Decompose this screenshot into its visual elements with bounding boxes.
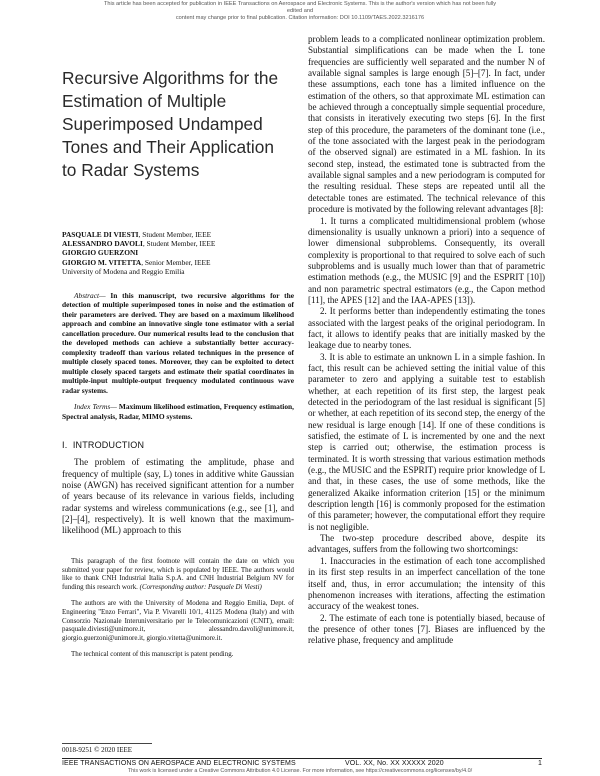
shortcoming-2: 2. The estimate of each tone is potentially biased, because of the presence of other tones [7]. Biases are influenced by the relative phase, frequency and amplitude [308,612,545,646]
title-line-4: Tones and Their Application [62,137,274,157]
abstract-label: Abstract— [74,291,106,301]
page-number: 1 [538,760,542,767]
right-column [308,34,545,647]
section-heading [62,440,294,450]
abstract-text: In this manuscript, two recursive algorithms for the detection of multiple superimposed tones in noise and the estimation of their parameters are derived. They are based on a maximum likelihood approach and combine an innovative single tone estimator with a serial cancellation procedure. Our numerical results lead to the conclusion that the developed methods can achieve a substantially better accuracy-complexity tradeoff than various related techniques in the presence of multiple closely spaced tones. Moreover, they can be exploited to detect multiple closely spaced targets and estimate their spatial coordinates in multiple-input multiple-output frequency modulated continuous wave radar systems. [62,291,294,395]
advantage-1: 1. It turns a complicated multidimensional problem (whose dimensionality is usually unknown a priori) into a sequence of lower dimensional subproblems. Consequently, its overall complexity is proportional to that required to solve each of such subproblems and is usually much lower than that of parametric estimation methods (e.g., the MUSIC [9] and the ESPRIT [10]) and non parametric spectral estimators (e.g., the Capon method [11], the APES [12] and the IAA-APES [13]). [308,215,545,305]
author-name: GIORGIO GUERZONI [62,248,139,258]
author-name: PASQUALE DI VIESTI [62,230,139,239]
author-role: , Student Member, IEEE [138,230,212,239]
footnotes [62,557,294,667]
author-role: , Senior Member, IEEE [141,257,211,267]
title-line-1: Recursive Algorithms for the [62,68,279,88]
author-name: ALESSANDRO DAVOLI [62,239,143,249]
index-terms [62,402,294,421]
banner-line-1: This article has been accepted for publication in IEEE Transactions on Aerospace and Electronic Systems. This is the author's version which has not been fully edited and [103,1,497,15]
license-notice: This work is licensed under a Creative Commons Attribution 4.0 License. For more information, see https://creativecommons.org/licenses/by/4.0/ [127,768,473,774]
author-line [62,239,294,248]
advantage-2: 2. It performs better than independently estimating the tones associated with the largest peaks of the original periodogram. In fact, it allows to identify peaks that are initially masked by the leakage due to nearby tones. [308,306,545,351]
footnote-3: The technical content of this manuscript is patent pending. [71,650,234,659]
footer-divider [62,758,542,759]
affiliation: University of Modena and Reggio Emilia [62,266,185,276]
author-name: GIORGIO M. VITETTA [62,257,142,267]
paper-title [62,67,294,182]
section-title: INTRODUCTION [72,440,145,451]
author-list [62,230,294,276]
banner-line-2: content may change prior to final publication. Citation information: DOI 10.1109/TAES.2022.3216176 [175,15,425,22]
left-column [62,62,294,537]
publication-banner [100,1,500,23]
footnote-1 [62,557,294,591]
advantage-3: 3. It is able to estimate an unknown L in a simple fashion. In fact, this result can be achieved setting the initial value of this parameter to zero and applying a suitable test to establish whether, at each repetition of its first step, the largest peak detected in the periodogram of the last residual is significant [5] or whether, at each repetition of its second step, the energy of the new residual is large enough [14]. If one of these conditions is satisfied, the estimate of L is incremented by one and the next step is carried out; otherwise, the estimation process is terminated. It is worth stressing that various estimation methods (e.g., the MUSIC and the ESPRIT) require prior knowledge of L and that, in these cases, the use of some methods, like the generalized Akaike information criterion [15] or the minimum description length [16] is commonly proposed for the estimation of this parameter; however, the computational effort they require is not negligible. [308,351,545,532]
title-line-3: Superimposed Undamped [62,114,263,134]
author-line [62,230,294,239]
right-paragraph: problem leads to a complicated nonlinear optimization problem. Substantial simplifications can be made when the L tone frequencies are sufficiently well separated and the number N of available signal samples is large enough [5]–[7]. In fact, under these assumptions, each tone has a limited influence on the estimation of the others, so that approximate ML estimation can be achieved through a conceptually simple sequential procedure, that consists in iteratively executing two steps [6]. In the first step of this procedure, the parameters of the dominant tone (i.e., of the tone associated with the largest peak in the periodogram of the observed signal) are estimated in a ML fashion. In its second step, instead, the estimated tone is subtracted from the available signal samples and a new periodogram is computed for the resulting residual. These steps are repeated until all the detectable tones are estimated. The technical relevance of this procedure is motivated by the following relevant advantages [8]: [308,34,545,215]
journal-name: IEEE TRANSACTIONS ON AEROSPACE AND ELECTRONIC SYSTEMS [62,760,296,767]
footnote-2: The authors are with the University of Modena and Reggio Emilia, Dept. of Engineering "Enzo Ferrari", Via P. Vivarelli 10/1, 41125 Modena (Italy) and with Consorzio Nazionale Interuniversitario per le Telecomunicazioni (CNIT), email: pasquale.diviesti@unimore.it, alessandro.davoli@unimore.it, giorgio.guerzoni@unimore.it, giorgio.vitetta@unimore.it. [62,599,294,642]
section-number: I. [62,440,68,451]
title-line-5: to Radar Systems [62,160,200,180]
index-terms-label: Index Terms— [74,402,117,412]
author-line [62,258,294,267]
copyright-divider [62,743,152,744]
shortcomings-intro: The two-step procedure described above, despite its advantages, suffers from the following two shortcomings: [308,533,545,555]
title-line-2: Estimation of Multiple [62,91,227,111]
intro-paragraph: The problem of estimating the amplitude, phase and frequency of multiple (say, L) tones in additive white Gaussian noise (AWGN) has received significant attention for a number of years because of its relevance in various fields, including radar systems and wireless communications (e.g., see [1], and [2]–[4], respectively). It is well known that the maximum-likelihood (ML) approach to this [62,457,294,536]
author-line [62,248,294,257]
abstract [62,291,294,395]
footnote-1-text: This paragraph of the first footnote will contain the date on which you submitted your paper for review, which is populated by IEEE. The authors would like to thank CNH Industrial Italia S.p.A. and CNH Industrial Belgium NV for funding this research work. [62,557,294,591]
shortcoming-1: 1. Inaccuracies in the estimation of each tone accomplished in its first step results in an imperfect cancellation of the tone itself and, thus, in error accumulation; the intensity of this phenomenon increases with iterations, affecting the estimation accuracy of the weakest tones. [308,555,545,612]
index-terms-text: Maximum likelihood estimation, Frequency estimation, Spectral analysis, Radar, MIMO systems. [62,402,294,421]
corresponding-author: (Corresponding author: Pasquale Di Viesti) [139,582,262,591]
copyright-notice: 0018-9251 © 2020 IEEE [62,746,133,754]
volume-info: VOL. XX, No. XX XXXXX 2020 [345,760,444,767]
author-role: , Student Member, IEEE [142,239,216,249]
